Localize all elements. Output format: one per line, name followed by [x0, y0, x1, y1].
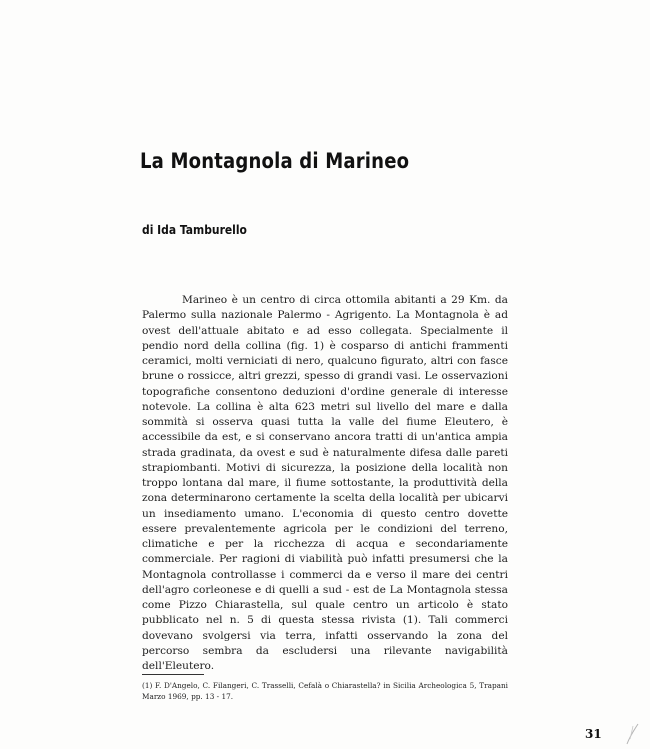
- article-title: La Montagnola di Marineo: [140, 149, 410, 173]
- article-body: Marineo è un centro di circa ottomila abitanti a 29 Km. da Palermo sulla nazionale Palermo - Agrigento. La Montagnola è ad ovest dell'attuale abitato e ad esso collegata. Specialmente il pendio nord della collina (fig. 1) è cosparso di antichi frammenti ceramici, molti verniciati di nero, qualcuno figurato, altri con fasce brune o rossicce, altri grezzi, spesso di grandi vasi. Le osservazioni topografiche consentono deduzioni d'ordine generale di interesse notevole. La collina è alta 623 metri sul livello del mare e dalla sommità si osserva quasi tutta la valle del fiume Eleutero, è accessibile da est, e si conservano ancora tratti di un'antica ampia strada gradinata, da ovest e sud è naturalmente difesa dalle pareti strapiombanti. Motivi di sicurezza, la posizione della località non troppo lontana dal mare, il fiume sottostante, la produttività della zona determinarono certamente la scelta della località per ubicarvi un insediamento umano. L'economia di questo centro dovette essere prevalentemente agricola per le condizioni del terreno, climatiche e per la ricchezza di acqua e secondariamente commerciale. Per ragioni di viabilità può infatti presumersi che la Montagnola controllasse i commerci da e verso il mare dei centri dell'agro corleonese e di quelli a sud - est de La Montagnola stessa come Pizzo Chiarastella, sul quale centro un articolo è stato pubblicato nel n. 5 di questa stessa rivista (1). Tali commerci dovevano svolgersi via terra, infatti osservando la zona del percorso sembra da escludersi una rilevante navigabilità dell'Eleutero.: [142, 294, 508, 672]
- page-number: 31: [585, 727, 602, 741]
- article-author: di Ida Tamburello: [142, 222, 247, 237]
- footnote-divider: [142, 674, 204, 675]
- footnote: (1) F. D'Angelo, C. Filangeri, C. Trasselli, Cefalà o Chiarastella? in Sicilia Archeologica 5, Trapani Marzo 1969, pp. 13 - 17.: [142, 681, 508, 701]
- pencil-mark-icon: [624, 722, 642, 746]
